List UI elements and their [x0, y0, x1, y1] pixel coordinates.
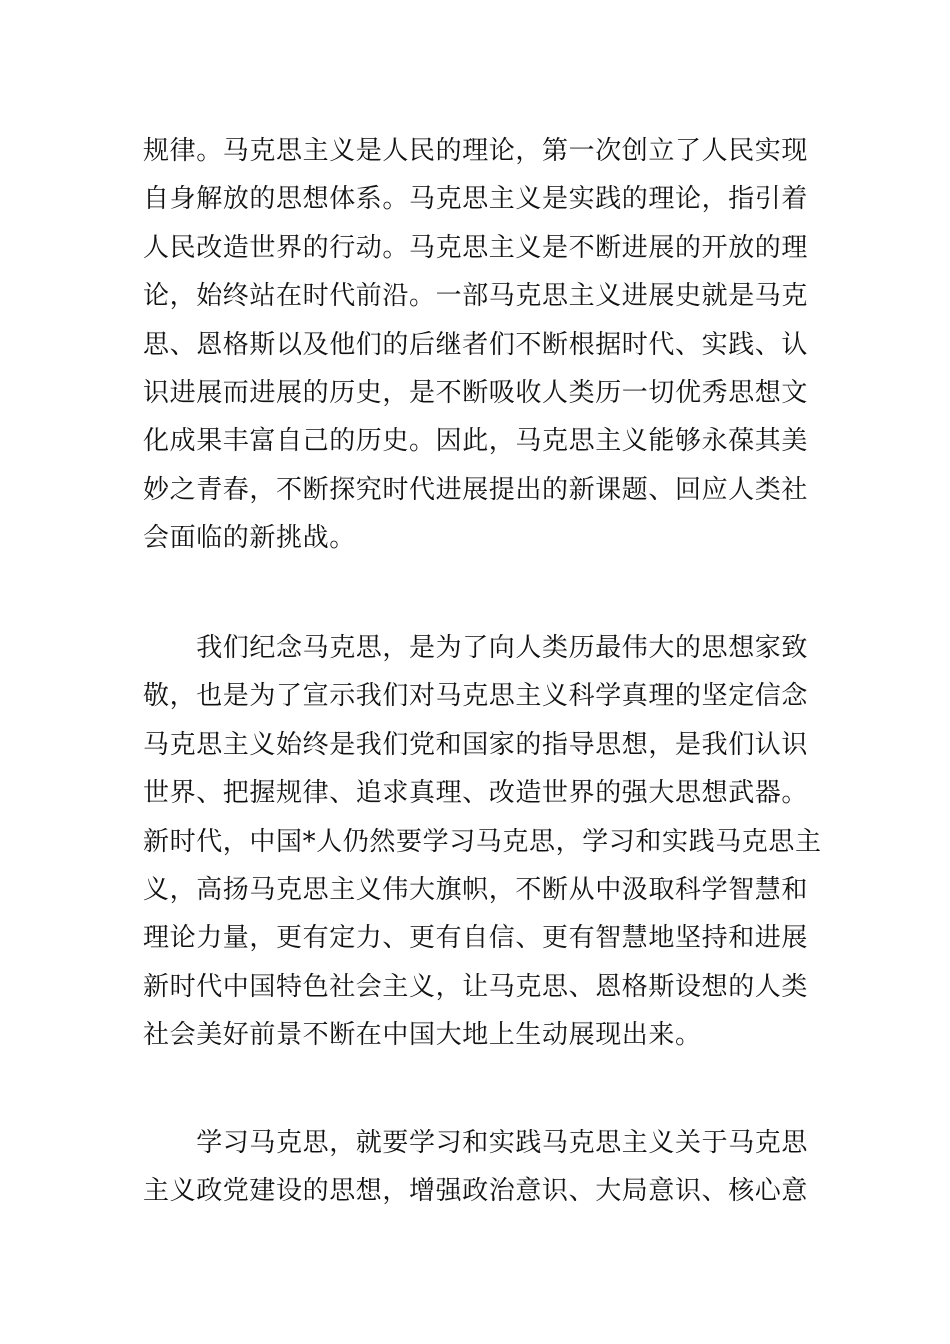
- text-line: 我们纪念马克思，是为了向人类历最伟大的思想家致: [143, 633, 809, 663]
- text-line: 学习马克思，就要学习和实践马克思主义关于马克思: [143, 1128, 809, 1158]
- text-line: 人民改造世界的行动。马克思主义是不断进展的开放的理: [143, 232, 809, 263]
- text-line: 世界、把握规律、追求真理、改造世界的强大思想武器。: [143, 778, 809, 809]
- text-line: 马克思主义始终是我们党和国家的指导思想，是我们认识: [143, 729, 809, 760]
- text-line: 自身解放的思想体系。马克思主义是实践的理论，指引着: [143, 184, 809, 215]
- text-line: 主义政党建设的思想，增强政治意识、大局意识、核心意: [143, 1176, 809, 1207]
- paragraph-2: [143, 624, 822, 1060]
- paragraph-3: [143, 1119, 808, 1216]
- text-line: 妙之青春，不断探究时代进展提出的新课题、回应人类社: [143, 474, 809, 505]
- text-line: 新时代中国特色社会主义，让马克思、恩格斯设想的人类: [143, 971, 809, 1002]
- text-line: 义，高扬马克思主义伟大旗帜，不断从中汲取科学智慧和: [143, 874, 809, 905]
- text-line: 敬，也是为了宣示我们对马克思主义科学真理的坚定信念: [143, 681, 809, 712]
- text-line: 识进展而进展的历史，是不断吸收人类历一切优秀思想文: [143, 377, 809, 408]
- text-line: 规律。马克思主义是人民的理论，第一次创立了人民实现: [143, 136, 809, 166]
- text-line: 新时代，中国*人仍然要学习马克思，学习和实践马克思主: [143, 826, 822, 857]
- text-line: 会面临的新挑战。: [143, 523, 356, 554]
- text-line: 社会美好前景不断在中国大地上生动展现出来。: [143, 1020, 702, 1051]
- text-line: 理论力量，更有定力、更有自信、更有智慧地坚持和进展: [143, 923, 809, 954]
- paragraph-1: [143, 127, 808, 563]
- text-line: 论，始终站在时代前沿。一部马克思主义进展史就是马克: [143, 281, 809, 312]
- text-line: 化成果丰富自己的历史。因此，马克思主义能够永葆其美: [143, 426, 809, 457]
- text-line: 思、恩格斯以及他们的后继者们不断根据时代、实践、认: [143, 329, 809, 360]
